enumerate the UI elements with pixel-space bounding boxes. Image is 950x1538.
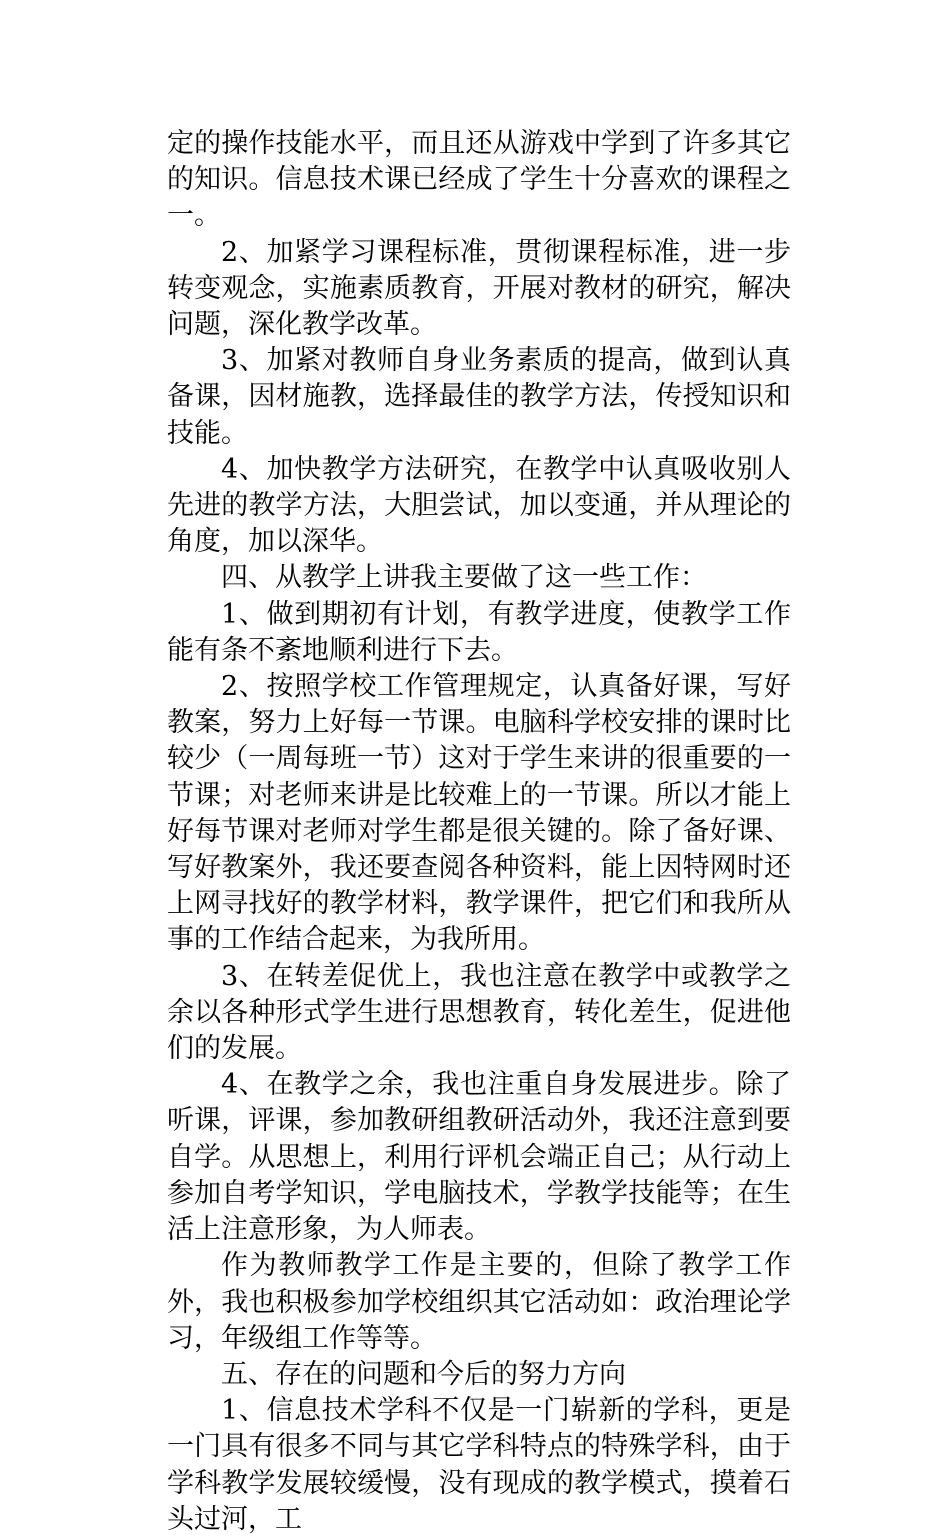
paragraph-teaching-methods: 4、加快教学方法研究，在教学中认真吸收别人先进的教学方法，大胆尝试，加以变通，并从理论的角度，加以深华。 [167, 453, 791, 558]
paragraph-continuation: 定的操作技能水平，而且还从游戏中学到了许多其它的知识。信息技术课已经成了学生十分喜欢的课程之一。 [167, 128, 791, 232]
paragraph-it-subject: 1、信息技术学科不仅是一门崭新的学科，更是一门具有很多不同与其它学科特点的特殊学科，由于学科教学发展较缓慢，没有现成的教学模式，摸着石头过河，工 [167, 1395, 791, 1535]
paragraph-study-standards: 2、加紧学习课程标准，贯彻课程标准，进一步转变观念，实施素质教育，开展对教材的研究，解决问题，深化教学改革。 [167, 236, 791, 341]
paragraph-self-development: 4、在教学之余，我也注重自身发展进步。除了听课，评课，参加教研组教研活动外，我还注意到要自学。从思想上，利用行评机会端正自己；从行动上参加自考学知识，学电脑技术，学教学技能等；在生活上注意形象，为人师表。 [167, 1069, 791, 1246]
paragraph-student-guidance: 3、在转差促优上，我也注意在教学中或教学之余以各种形式学生进行思想教育，转化差生，促进他们的发展。 [167, 960, 791, 1065]
paragraph-lesson-prep: 2、按照学校工作管理规定，认真备好课，写好教案，努力上好每一节课。电脑科学校安排的课时比较少（一周每班一节）这对于学生来讲的很重要的一节课；对老师来讲是比较难上的一节课。所以才能上好每节课对老师对学生都是很关键的。除了备好课、写好教案外，我还要查阅各种资料，能上因特网时还上网寻找好的教学材料，教学课件，把它们和我所从事的工作结合起来，为我所用。 [167, 671, 791, 956]
section-heading-teaching-work: 四、从教学上讲我主要做了这一些工作： [221, 562, 707, 594]
paragraph-other-activities: 作为教师教学工作是主要的，但除了教学工作外，我也积极参加学校组织其它活动如：政治理论学习，年级组工作等等。 [167, 1250, 791, 1354]
paragraph-teacher-quality: 3、加紧对教师自身业务素质的提高，做到认真备课，因材施教，选择最佳的教学方法，传授知识和技能。 [167, 345, 791, 449]
paragraph-plan: 1、做到期初有计划，有教学进度，使教学工作能有条不紊地顺利进行下去。 [167, 598, 791, 666]
document-body [167, 126, 791, 1538]
section-heading-problems: 五、存在的问题和今后的努力方向 [221, 1358, 626, 1390]
